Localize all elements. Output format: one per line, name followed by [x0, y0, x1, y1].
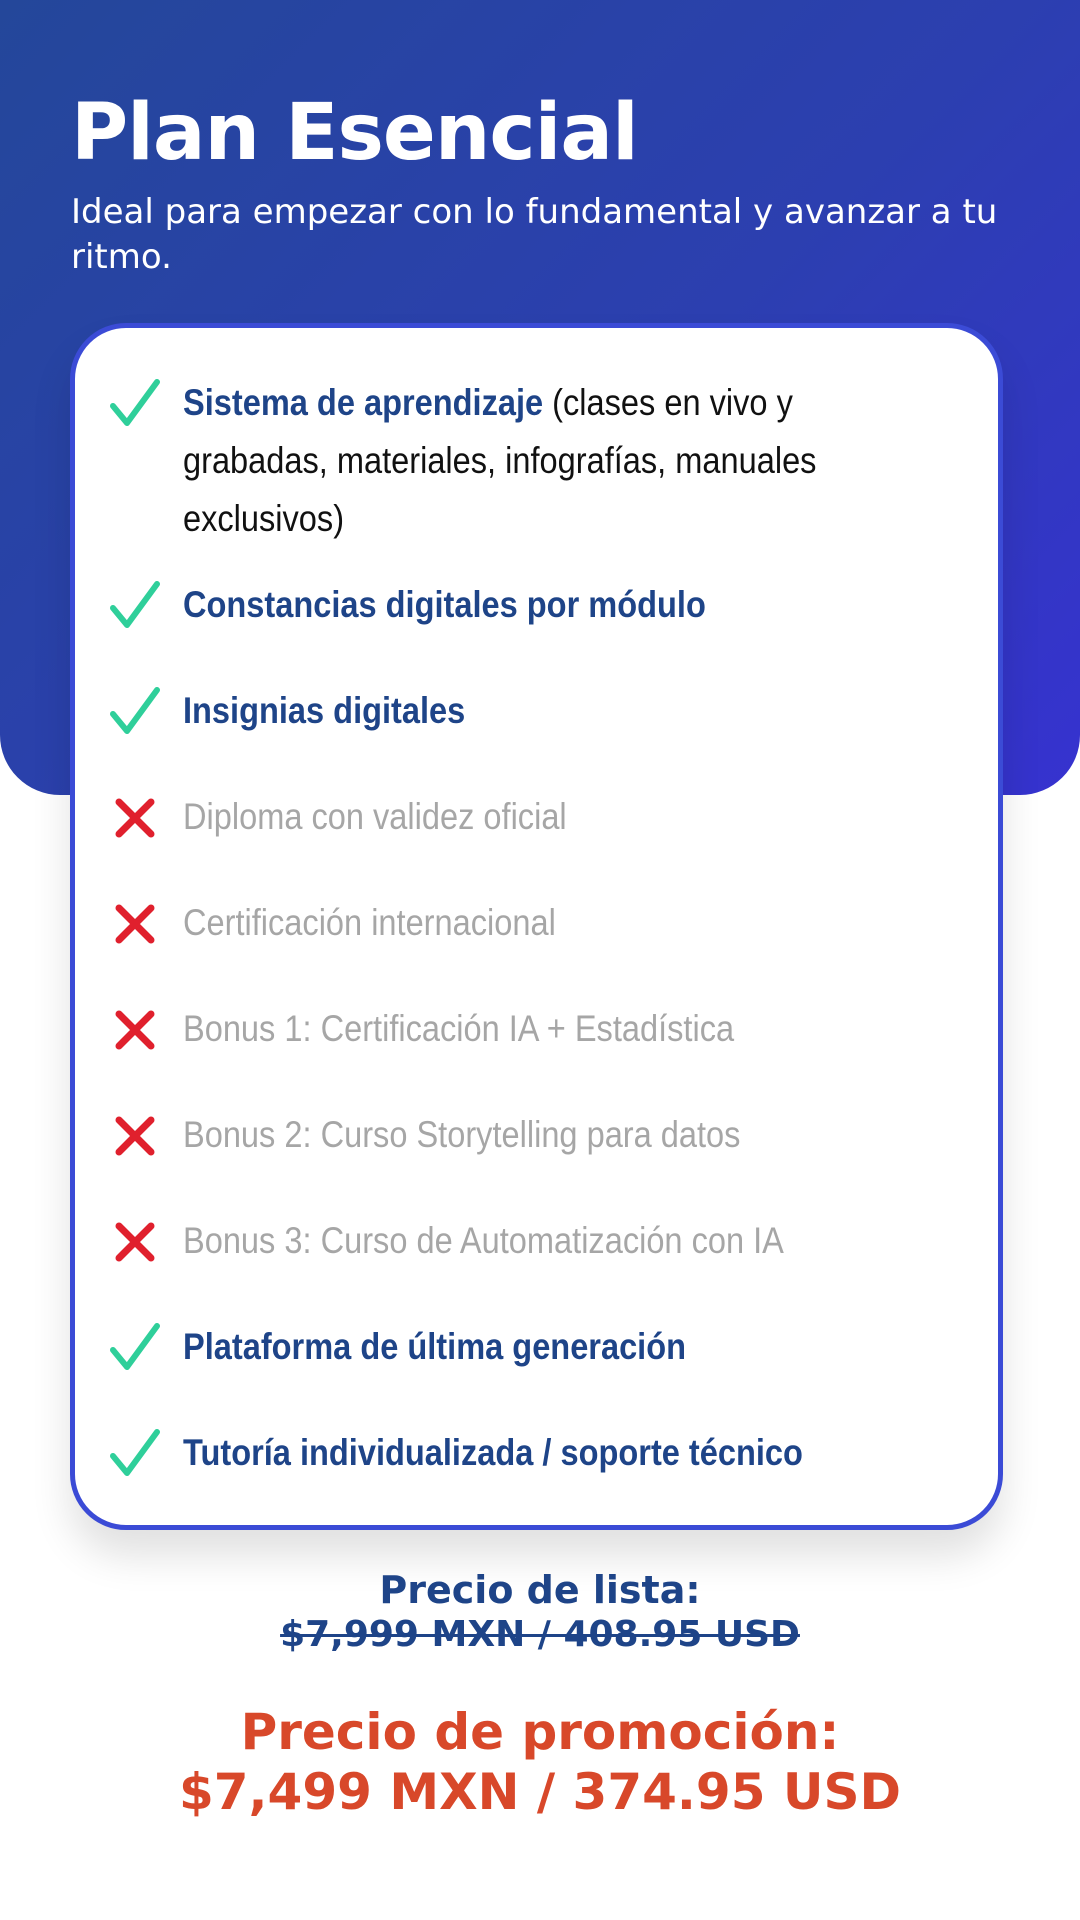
feature-label [183, 576, 869, 634]
check-icon [105, 576, 165, 636]
cross-icon [105, 894, 165, 954]
cross-icon [105, 788, 165, 848]
feature-strong-text: Plataforma de última generación [183, 1326, 687, 1367]
feature-label [183, 1318, 869, 1376]
feature-label: Diploma con validez oficial [183, 796, 567, 837]
promo-price-value: $7,499 MXN / 374.95 USD [178, 1763, 902, 1821]
list-price-label: Precio de lista: [379, 1568, 701, 1612]
features-card [70, 323, 1003, 1530]
feature-label [183, 1424, 869, 1482]
feature-label: Certificación internacional [183, 902, 556, 943]
cross-icon [105, 1212, 165, 1272]
cross-icon [105, 1106, 165, 1166]
promo-price-label: Precio de promoción: [240, 1703, 840, 1761]
check-icon [105, 1424, 165, 1484]
check-icon [105, 682, 165, 742]
feature-label: Bonus 2: Curso Storytelling para datos [183, 1114, 741, 1155]
plan-title: Plan Esencial [71, 88, 638, 178]
check-icon [105, 374, 165, 434]
plan-subtitle: Ideal para empezar con lo fundamental y avanzar a tu ritmo. [71, 192, 998, 277]
list-price-value: $7,999 MXN / 408.95 USD [280, 1614, 800, 1655]
feature-detail-text: (clases en vivo y grabadas, materiales, infografías, manuales exclusivos) [183, 382, 817, 539]
feature-label [183, 374, 869, 548]
cross-icon [105, 1000, 165, 1060]
feature-label: Bonus 1: Certificación IA + Estadística [183, 1008, 735, 1049]
feature-strong-text: Insignias digitales [183, 690, 466, 731]
check-icon [105, 1318, 165, 1378]
feature-strong-text: Constancias digitales por módulo [183, 584, 706, 625]
feature-strong-text: Tutoría individualizada / soporte técnico [183, 1432, 803, 1473]
feature-strong-text: Sistema de aprendizaje [183, 382, 544, 423]
feature-label: Bonus 3: Curso de Automatización con IA [183, 1220, 784, 1261]
feature-label [183, 682, 869, 740]
